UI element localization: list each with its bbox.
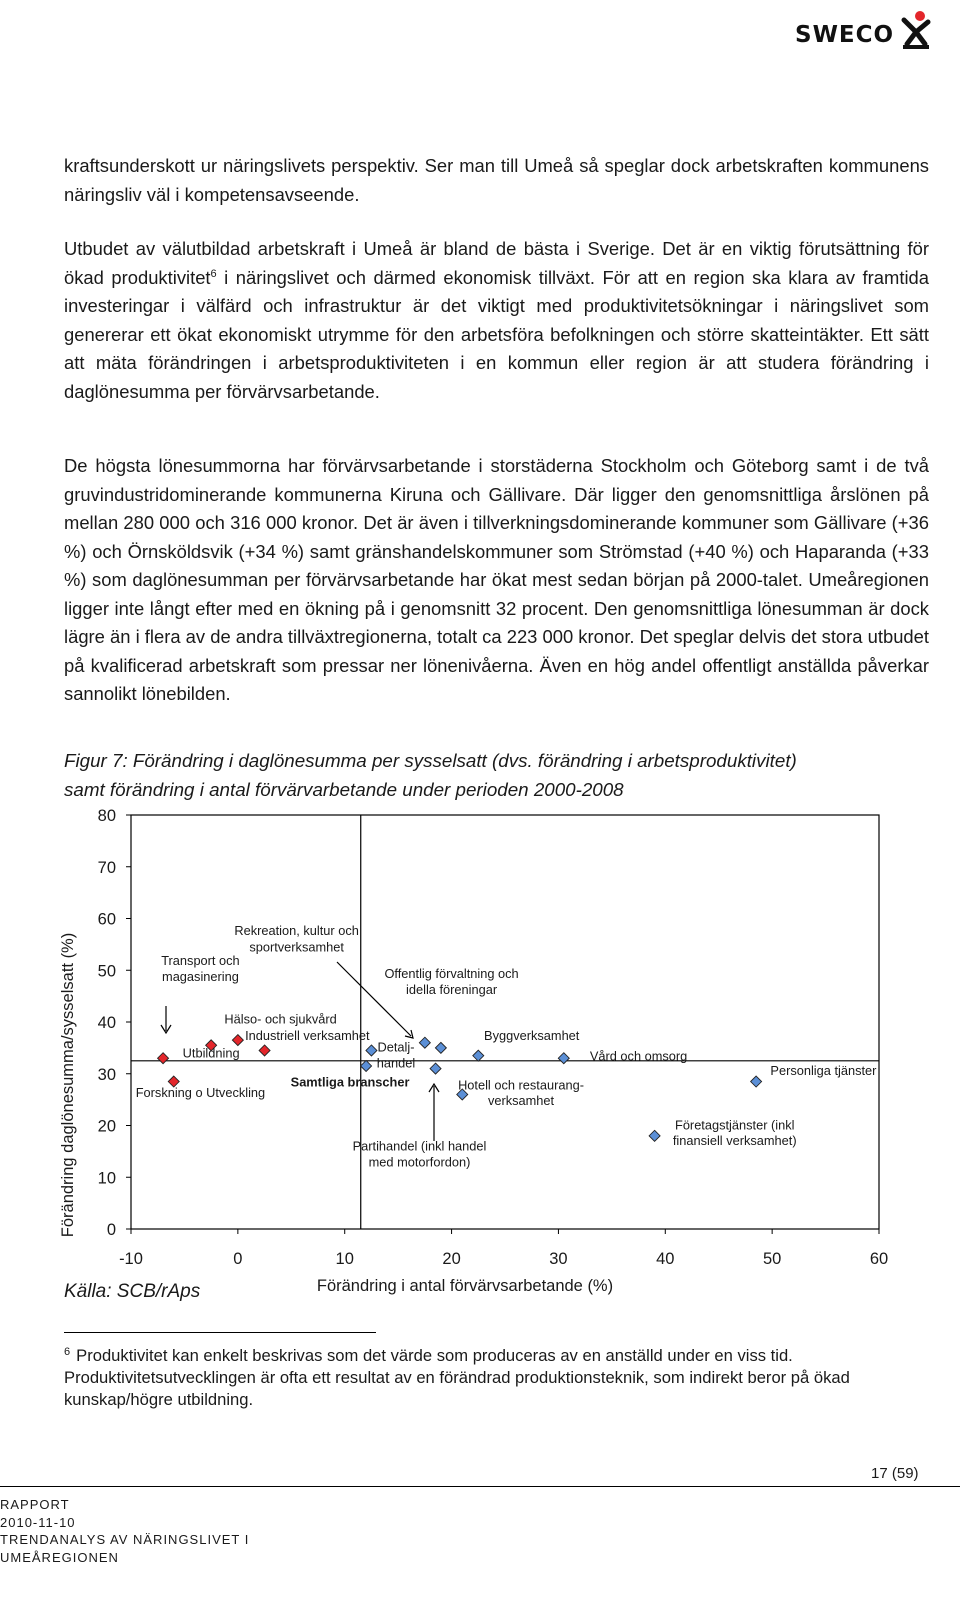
logo-text: SWECO — [795, 22, 895, 48]
paragraph-2 — [64, 235, 929, 406]
footnote — [64, 1345, 930, 1411]
point-label: Forskning o Utveckling — [135, 1085, 266, 1101]
footer-title-line1: TRENDANALYS AV NÄRINGSLIVET I — [0, 1532, 250, 1547]
paragraph-1 — [64, 152, 929, 209]
paragraph-1-text: kraftsunderskott ur näringslivets perspektiv. Ser man till Umeå så speglar dock arbetskraften kommunens näringsliv väl i kompetensavseende. — [64, 155, 929, 205]
data-point — [751, 1076, 762, 1087]
footer-date: 2010-11-10 — [0, 1514, 76, 1530]
y-tick-label: 50 — [97, 962, 116, 981]
point-label: Hotell och restaurang- — [458, 1077, 584, 1093]
data-point — [419, 1037, 430, 1048]
point-label: Industriell verksamhet — [245, 1028, 370, 1044]
y-tick-label: 80 — [97, 807, 116, 825]
x-axis-label: Förändring i antal förvärvsarbetande (%) — [316, 1277, 614, 1295]
point-label: Partihandel (inkl handel — [352, 1138, 487, 1154]
footer-report-type: RAPPORT — [0, 1497, 70, 1512]
y-tick-label: 0 — [106, 1221, 116, 1239]
x-tick-label: 50 — [762, 1250, 782, 1268]
y-tick-label: 70 — [97, 858, 116, 877]
data-point — [473, 1050, 484, 1061]
y-tick-label: 60 — [97, 910, 116, 929]
x-tick-label: 40 — [656, 1250, 675, 1268]
paragraph-2-part2: i näringslivet och därmed ekonomisk tillväxt. För att en region ska klara av framtida investeringar i välfärd och infrastruktur är det viktigt med produktivitetsökningar i näringslivet som genererar ett ökat ekonomiskt utrymme för den arbetsföra befolkningen och större skatteintäkter. Ett sätt att mäta förändringen i arbetsproduktiviteten i en kommun eller region är att studera förändring i daglönesumma per förvärvsarbetande. — [64, 266, 929, 402]
page-number: 17 (59) — [871, 1465, 919, 1482]
point-label: Byggverksamhet — [484, 1028, 580, 1044]
footer-divider — [0, 1486, 960, 1487]
x-tick-label: 10 — [335, 1250, 354, 1268]
scatter-chart — [40, 800, 900, 1300]
point-label: Företagstjänster (inkl — [675, 1117, 795, 1133]
y-tick-label: 20 — [97, 1117, 116, 1136]
sweco-logo — [795, 10, 935, 50]
sweco-mark-icon — [901, 10, 931, 50]
point-label: finansiell verksamhet) — [672, 1133, 797, 1149]
point-label: Personliga tjänster — [770, 1062, 877, 1078]
point-label: sportverksamhet — [249, 939, 344, 955]
data-point — [649, 1130, 660, 1141]
figure-source: Källa: SCB/rAps — [64, 1281, 201, 1302]
data-point — [430, 1063, 441, 1074]
point-label: Transport och — [161, 953, 240, 969]
point-label: Vård och omsorg — [589, 1048, 688, 1064]
point-label: Offentlig förvaltning och — [384, 966, 519, 982]
x-tick-label: 30 — [549, 1250, 568, 1268]
point-label: Detalj- — [377, 1039, 415, 1055]
y-axis-label: Förändring daglönesumma/sysselsatt (%) — [59, 932, 77, 1238]
footer-title-line2: UMEÅREGIONEN — [0, 1549, 119, 1565]
data-point — [232, 1035, 243, 1046]
x-tick-label: 60 — [869, 1250, 889, 1268]
footnote-number: 6 — [64, 1346, 71, 1358]
y-tick-label: 10 — [97, 1169, 116, 1188]
point-label: idella föreningar — [406, 982, 498, 998]
footer — [0, 1496, 249, 1566]
data-point — [158, 1053, 169, 1064]
point-label: magasinering — [162, 969, 239, 985]
figure-caption-line2: samt förändring i antal förvärvarbetande under perioden 2000-2008 — [64, 779, 624, 800]
point-label: Rekreation, kultur och — [234, 923, 359, 939]
figure-caption-line1: Figur 7: Förändring i daglönesumma per sysselsatt (dvs. förändring i arbetsproduktivitet) — [64, 750, 797, 771]
point-label: Utbildning — [182, 1045, 240, 1061]
paragraph-3-text: De högsta lönesummorna har förvärvsarbetande i storstäderna Stockholm och Göteborg samt i de två gruvindustridominerande kommunerna Kiruna och Gällivare. Där ligger den genomsnittliga årslönen på mellan 280 000 och 316 000 kronor. Det är även i tillverkningsdominerande kommuner som Gällivare (+36 %) och Örnsköldsvik (+34 %) samt gränshandelskommuner som Strömstad (+40 %) och Haparanda (+33 %) som daglönesumman per förvärvsarbetande har ökat mest sedan början på 2000-talet. Umeåregionen ligger inte långt efter med en ökning på i genomsnitt 32 procent. Den genomsnittliga lönesumman är dock lägre än i flera av de andra tillväxtregionerna, totalt ca 223 000 kronor. Det speglar delvis det stora utbudet på kvalificerad arbetskraft som pressar ner lönenivåerna. Även en hög andel offentligt anställda påverkar sannolikt lönebilden. — [64, 455, 929, 704]
footnote-divider — [64, 1332, 376, 1333]
footnote-ref[interactable]: 6 — [210, 267, 217, 280]
data-point — [366, 1045, 377, 1056]
paragraph-2-text — [64, 235, 929, 406]
footnote-text: Produktivitet kan enkelt beskrivas som det värde som produceras av en anställd under en viss tid. Produktivitetsutvecklingen är ofta ett resultat av en förändrad produktionsteknik, som indirekt beror på ökad kunskap/högre utbildning. — [64, 1346, 850, 1409]
y-tick-label: 40 — [97, 1014, 116, 1032]
point-label: handel — [376, 1055, 416, 1071]
point-labels — [136, 923, 877, 1169]
x-tick-label: -10 — [119, 1250, 143, 1268]
x-tick-label: 0 — [233, 1250, 243, 1268]
point-label: Samtliga branscher — [290, 1074, 410, 1090]
data-point — [558, 1053, 569, 1064]
paragraph-3 — [64, 452, 929, 709]
data-point — [259, 1045, 270, 1056]
x-tick-label: 20 — [442, 1250, 461, 1268]
y-tick-label: 30 — [97, 1065, 116, 1084]
point-label: verksamhet — [487, 1092, 555, 1108]
figure-caption — [64, 746, 934, 804]
point-label: Hälso- och sjukvård — [224, 1011, 337, 1027]
data-point — [361, 1060, 372, 1071]
paragraph-2-part1: Utbudet av välutbildad arbetskraft i Umeå är bland de bästa i Sverige. Det är en viktig förutsättning för ökad produktivitet — [64, 238, 929, 288]
point-label: med motorfordon) — [368, 1154, 471, 1170]
data-point — [435, 1042, 446, 1053]
